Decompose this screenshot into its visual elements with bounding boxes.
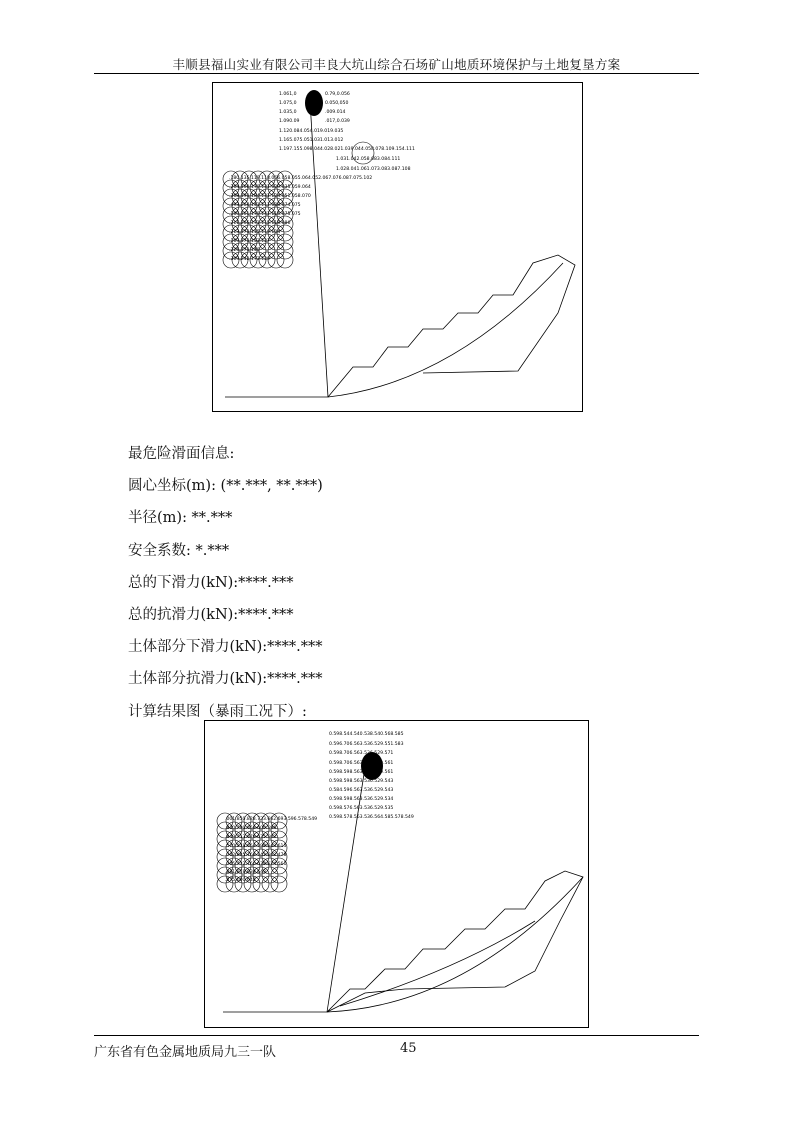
f1-row: 1.165.075.051.031.013.012 — [279, 138, 344, 143]
figure-1-critical-center-marker — [305, 90, 323, 116]
f1-row: 1.197.155.098.044.028.021.039.044.058.078.109.154.111 — [279, 147, 415, 152]
info-line-result-caption: 计算结果图（暴雨工况下）: — [128, 703, 307, 720]
f2-row: 0.598.598.563.536.529.561 — [329, 770, 394, 775]
f1-row: 1.061,0 — [279, 92, 297, 97]
f1-grid-row: .169.173.153.127 — [229, 239, 270, 244]
search-center-circle — [268, 252, 284, 268]
f1-grid-row: .368.193.184.131.124.051.058.070 — [229, 194, 311, 199]
f1-row: 1.028.041.061.073.083.087.108 — [336, 167, 411, 172]
f1-row: 1.075,0 — [279, 101, 297, 106]
figure-2-critical-center-marker — [361, 752, 383, 780]
f1-row-right: .017,0.039 — [325, 119, 350, 124]
search-center-circle — [268, 243, 284, 259]
info-line-safety-factor: 安全系数: *.*** — [128, 542, 230, 559]
f1-row: 1.035,0 — [279, 110, 297, 115]
footer-organization: 广东省有色金属地质局九三一队 — [94, 1045, 277, 1060]
page-header-title: 丰顺县福山实业有限公司丰良大坑山综合石场矿山地质环境保护与土地复垦方案 — [172, 57, 621, 72]
f2-grid-row: .881.878.639.643 — [225, 870, 266, 875]
f1-grid-row: .211.265.171.115.118.086 — [229, 221, 291, 226]
f1-row: 1.090.09 — [279, 119, 300, 124]
figure-2-fos-values — [225, 731, 414, 883]
f1-grid-row: .213.173.115.119.104 — [229, 230, 281, 235]
f2-row: 0.584.596.563.536.529.543 — [329, 788, 394, 793]
f1-row-right: 0.79,0.056 — [325, 92, 350, 97]
f1-grid-row: .493.264.141.111.088.074.075 — [229, 203, 301, 208]
search-center-circle — [268, 234, 284, 250]
figure-1-slope-stability-plot — [212, 82, 583, 412]
f2-grid-row: .570.578.653.798.643.615 — [225, 844, 287, 849]
f1-row: 1.031.042.058.083.084.111 — [336, 157, 401, 162]
f2-row: 0.598.598.563.536.529.534 — [329, 797, 394, 802]
search-center-circle — [262, 876, 278, 892]
search-center-circle — [271, 867, 287, 883]
search-center-circle — [277, 243, 293, 259]
info-line-radius: 半径(m): **.*** — [128, 510, 233, 527]
search-center-circle — [271, 876, 287, 892]
figure-2-slope-stability-plot — [204, 720, 589, 1028]
f1-grid-row: .180.135.119.118.066.058.055.064.052.067.076.087.075.102 — [229, 176, 373, 181]
search-center-circle — [277, 252, 293, 268]
page-number: 45 — [400, 1041, 417, 1056]
f1-row: 1.120.084.054.019.019.035 — [279, 129, 344, 134]
f1-row-right: .009.014 — [325, 110, 346, 115]
f2-grid-row: .705.732.760.678.624.561 — [225, 862, 287, 867]
figure-2-slope-profile — [223, 761, 583, 1012]
f1-grid-row: .180.161.179.141.115.075.075 — [229, 212, 301, 217]
figure-1-fos-values — [229, 91, 415, 262]
f2-row: 0.598.598.563.536.529.543 — [329, 779, 394, 784]
f2-row: 0.598.706.563.536.529.571 — [329, 751, 394, 756]
info-line-soil-sliding-force: 土体部分下滑力(kN):****.*** — [128, 639, 323, 656]
info-line-total-sliding-force: 总的下滑力(kN):****.*** — [128, 574, 294, 591]
footer-rule — [94, 1035, 699, 1036]
figure-2-canvas — [205, 721, 588, 1027]
search-center-circle — [277, 234, 293, 250]
f2-row: 0.598.706.563.536.529.561 — [329, 761, 394, 766]
f2-row: 0.596.706.563.536.529.551.583 — [329, 742, 404, 747]
figure-1-canvas — [213, 83, 582, 411]
f2-grid-row: .875.690.648 — [225, 878, 256, 883]
f2-grid-row: .001.850.828.723.662.693.596.578.549 — [225, 817, 318, 822]
f1-grid-row: .264.160.179.131.029.035.059.064 — [229, 185, 311, 190]
f2-row: 0.598.578.563.536.564.585.578.549 — [329, 815, 414, 820]
f1-grid-row: .309.242.173.129 — [229, 257, 270, 262]
f1-grid-row: .226.173.149 — [229, 248, 260, 253]
f2-grid-row: .849.713.679.675.502 — [225, 835, 277, 840]
slip-surface-info — [128, 438, 323, 728]
f2-grid-row: .830.790.658.600.596 — [225, 826, 277, 831]
f2-row: 0.598.576.563.536.529.535 — [329, 806, 394, 811]
info-line-center: 圆心坐标(m): (**.***, **.***) — [128, 478, 323, 495]
info-line-total-resisting-force: 总的抗滑力(kN):****.*** — [128, 606, 294, 623]
header-rule — [94, 73, 699, 74]
info-line-soil-resisting-force: 土体部分抗滑力(kN):****.*** — [128, 671, 323, 688]
f1-row-right: 0.050,050 — [325, 101, 349, 106]
f2-grid-row: .702.685.768.742.662.478 — [225, 853, 287, 858]
info-line-title: 最危险滑面信息: — [128, 446, 235, 462]
f2-row: 0.598.544.540.538.540.568.585 — [329, 732, 404, 737]
